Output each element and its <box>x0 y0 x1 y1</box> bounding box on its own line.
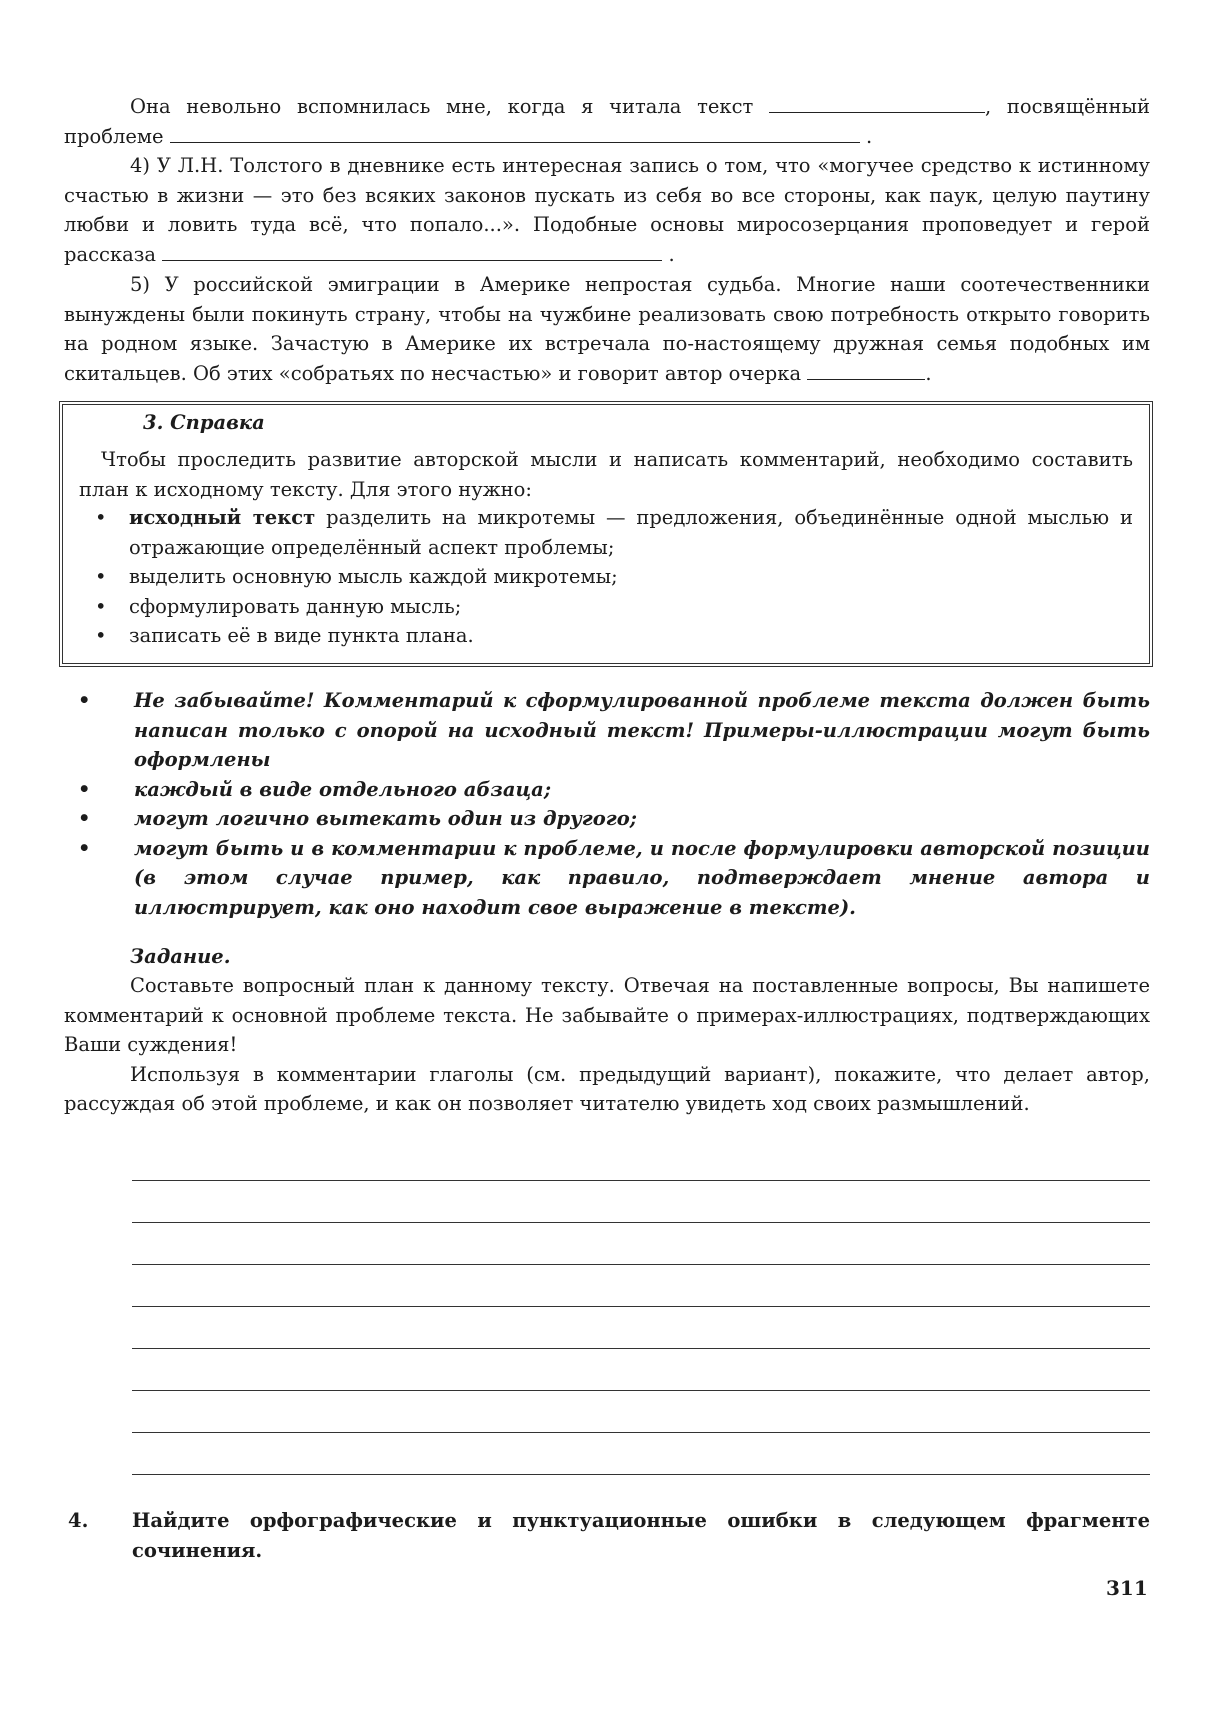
answer-line[interactable] <box>132 1222 1150 1223</box>
answer-line[interactable] <box>132 1264 1150 1265</box>
reference-item <box>79 592 1133 622</box>
answer-line[interactable] <box>132 1432 1150 1433</box>
task-paragraph-1: Составьте вопросный план к данному тексту. Отвечая на поставленные вопросы, Вы напишете комментарий к основной проблеме текста. Не забывайте о примерах-иллюстрациях, подтверждающих Ваши суждения! <box>64 974 1150 1056</box>
paragraph-3-end: . <box>925 361 932 385</box>
reference-item-text: записать её в виде пункта плана. <box>129 624 474 647</box>
reference-item <box>79 562 1133 592</box>
paragraph-2-end: . <box>668 242 675 266</box>
paragraph-1-text-2: , посвящённый проблеме <box>64 95 1151 148</box>
note-item <box>78 834 1150 923</box>
answer-line[interactable] <box>132 1180 1150 1181</box>
bullet-icon: • <box>78 777 91 801</box>
reference-box-title: 3. Справка <box>143 411 265 434</box>
bullet-icon: • <box>95 624 107 647</box>
task-body <box>64 971 1150 1119</box>
reference-item-text: сформулировать данную мысль; <box>129 594 462 618</box>
answer-line[interactable] <box>132 1306 1150 1307</box>
question-4-text: Найдите орфографические и пунктуационные ошибки в следующем фрагменте сочинения. <box>132 1509 1150 1562</box>
note-item <box>78 775 1150 805</box>
paragraph-1-end: . <box>866 124 873 148</box>
blank-problem <box>170 122 860 143</box>
bullet-icon: • <box>78 807 91 830</box>
paragraph-2-text: 4) У Л.Н. Толстого в дневнике есть интересная запись о том, что «могучее средство к истинному счастью в жизни — это без всяких законов пускать из себя во все стороны, как паук, целую паутину любви и ловить туда всё, что попало...». Подобные основы миросозерцания проповедует и герой рассказа <box>64 154 1150 266</box>
paragraph-3 <box>64 270 1150 388</box>
reference-item-text: выделить основную мысль каждой микротемы; <box>129 565 618 588</box>
reference-box-list <box>79 503 1133 651</box>
note-item <box>78 686 1150 775</box>
reference-box-intro-text: Чтобы проследить развитие авторской мысли и написать комментарий, необходимо составить план к исходному тексту. Для этого нужно: <box>79 448 1133 501</box>
paragraph-3-text: 5) У российской эмиграции в Америке непростая судьба. Многие наши соотечественники вынуждены были покинуть страну, чтобы на чужбине реализовать свою потребность открыто говорить на родном языке. Зачастую в Америке их встречала по-настоящему дружная семья подобных им скитальцев. Об этих «собратьях по несчастью» и говорит автор очерка <box>64 273 1150 385</box>
note-item-text: каждый в виде отдельного абзаца; <box>134 777 552 801</box>
paragraph-1-text: Она невольно вспомнилась мне, когда я читала текст <box>130 95 754 118</box>
question-4-number: 4. <box>68 1509 89 1532</box>
reference-box <box>62 404 1150 664</box>
note-item <box>78 804 1150 834</box>
bullet-icon: • <box>78 689 91 712</box>
reference-item <box>79 503 1133 562</box>
blank-essay-author <box>807 359 925 380</box>
reference-box-intro <box>79 445 1133 504</box>
paragraph-2 <box>64 151 1150 269</box>
blank-story-title <box>162 240 662 261</box>
bullet-icon: • <box>95 565 107 588</box>
notes-list <box>78 686 1150 922</box>
blank-text-title <box>769 92 985 113</box>
paragraph-1 <box>64 92 1150 151</box>
reference-item-bold: исходный текст <box>129 506 316 529</box>
note-item-text: Не забывайте! Комментарий к сформулированной проблеме текста должен быть написан только с опорой на исходный текст! Примеры-иллюстрации могут быть оформлены <box>134 689 1150 771</box>
note-item-text: могут быть и в комментарии к проблеме, и после формулировки авторской позиции (в этом случае пример, как правило, подтверждает мнение автора и иллюстрирует, как оно находит свое выражение в тексте). <box>134 836 1150 919</box>
note-item-text: могут логично вытекать один из другого; <box>134 807 637 830</box>
page-number: 311 <box>1106 1576 1148 1600</box>
bullet-icon: • <box>95 506 107 529</box>
bullet-icon: • <box>95 594 107 618</box>
reference-item-text: разделить на микротемы — предложения, объединённые одной мыслью и отражающие определённый аспект проблемы; <box>129 506 1133 559</box>
answer-line[interactable] <box>132 1390 1150 1391</box>
task-title: Задание. <box>130 945 231 968</box>
reference-item <box>79 621 1133 651</box>
answer-line[interactable] <box>132 1474 1150 1475</box>
task-paragraph-2: Используя в комментарии глаголы (см. предыдущий вариант), покажите, что делает автор, рассуждая об этой проблеме, и как он позволяет читателю увидеть ход своих размышлений. <box>64 1062 1150 1115</box>
answer-line[interactable] <box>132 1348 1150 1349</box>
bullet-icon: • <box>78 836 91 860</box>
